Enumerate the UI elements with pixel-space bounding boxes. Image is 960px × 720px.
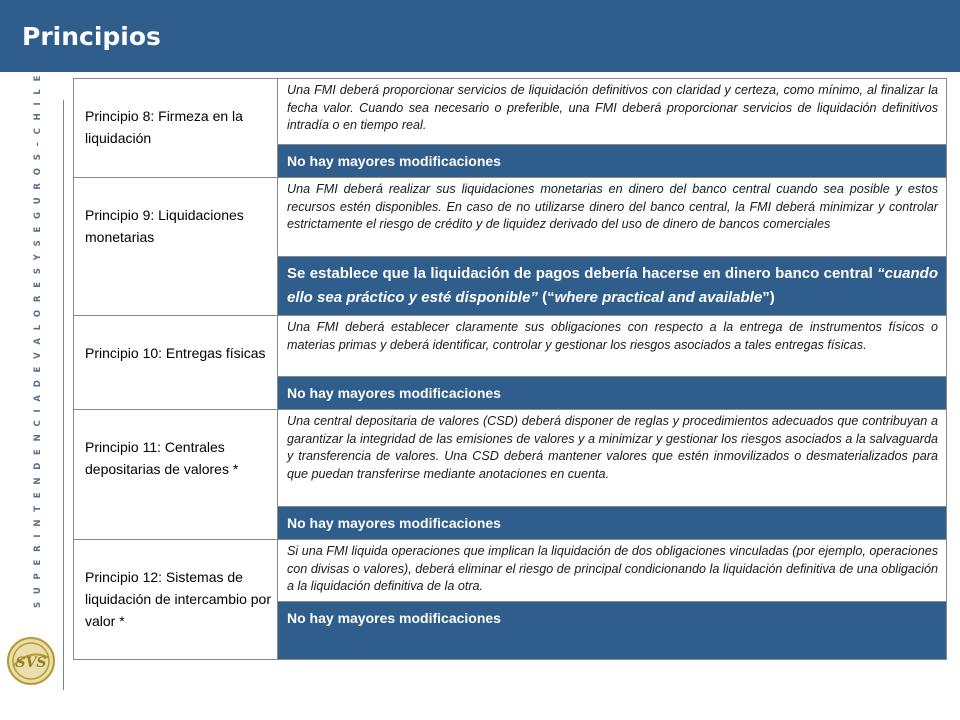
header-bar (0, 0, 960, 72)
principle-description: Una FMI deberá realizar sus liquidaciones monetarias en dinero del banco central cuando sea posible y estos recursos estén disponibles. En caso de no utilizarse dinero del banco central, la FMI deberá minimizar y controlar estrictamente el riesgo de crédito y de liquidez derivado del uso de dinero de bancos comerciales (278, 178, 947, 257)
sidebar-divider (63, 100, 64, 690)
principle-description: Una FMI deberá proporcionar servicios de liquidación definitivos con claridad y certeza, como mínimo, al finalizar la fecha valor. Cuando sea necesario o preferible, una FMI deberá proporcionar servicios de liquidación definitivos intradía o en tiempo real. (278, 79, 947, 145)
table-row (74, 540, 947, 602)
modification-note (278, 257, 947, 316)
principle-name: Principio 8: Firmeza en la liquidación (74, 79, 278, 178)
modification-note: No hay mayores modificaciones (278, 602, 947, 660)
principle-description: Una central depositaria de valores (CSD) deberá disponer de reglas y procedimientos adecuados que contribuyan a garantizar la integridad de las emisiones de valores y a minimizar y gestionar los riesgos asociados a la salvaguarda y transferencia de valores. Una CSD deberá mantener valores que estén inmovilizados o desmaterializados para que puedan transferirse mediante anotaciones en cuenta. (278, 410, 947, 507)
principle-description: Si una FMI liquida operaciones que implican la liquidación de dos obligaciones vinculadas (por ejemplo, operaciones con divisas o valores), deberá eliminar el riesgo de principal condicionando la liquidación definitiva de una obligación a la liquidación definitiva de la otra. (278, 540, 947, 602)
table-row (74, 79, 947, 145)
modification-note: No hay mayores modificaciones (278, 507, 947, 540)
table-row (74, 410, 947, 507)
table-row (74, 316, 947, 377)
principle-description: Una FMI deberá establecer claramente sus obligaciones con respecto a la entrega de instrumentos físicos o materias primas y deberá identificar, controlar y gestionar los riesgos asociados a tales entregas físicas. (278, 316, 947, 377)
sidebar-organization-text: S U P E R I N T E N D E N C I A D E V A L O R E S Y S E G U R O S – C H I L E (33, 73, 43, 608)
principle-name: Principio 11: Centrales depositarias de valores * (74, 410, 278, 540)
principle-name: Principio 10: Entregas físicas (74, 316, 278, 410)
note-text: Se establece que la liquidación de pagos debería hacerse en dinero banco central (287, 265, 873, 282)
note-quote-english: where practical and available (554, 289, 763, 306)
note-text: ”) (762, 289, 775, 306)
modification-note: No hay mayores modificaciones (278, 377, 947, 410)
table-row (74, 178, 947, 257)
logo-label: SVS (15, 655, 47, 671)
note-text: (“ (537, 289, 555, 306)
principles-table (73, 78, 947, 660)
principle-name: Principio 9: Liquidaciones monetarias (74, 178, 278, 316)
modification-note: No hay mayores modificaciones (278, 145, 947, 178)
page-title: Principios (22, 22, 161, 51)
principle-name: Principio 12: Sistemas de liquidación de intercambio por valor * (74, 540, 278, 660)
svs-logo (6, 636, 56, 686)
note-quote: “cuando ello sea práctico y esté disponible” (287, 265, 938, 306)
